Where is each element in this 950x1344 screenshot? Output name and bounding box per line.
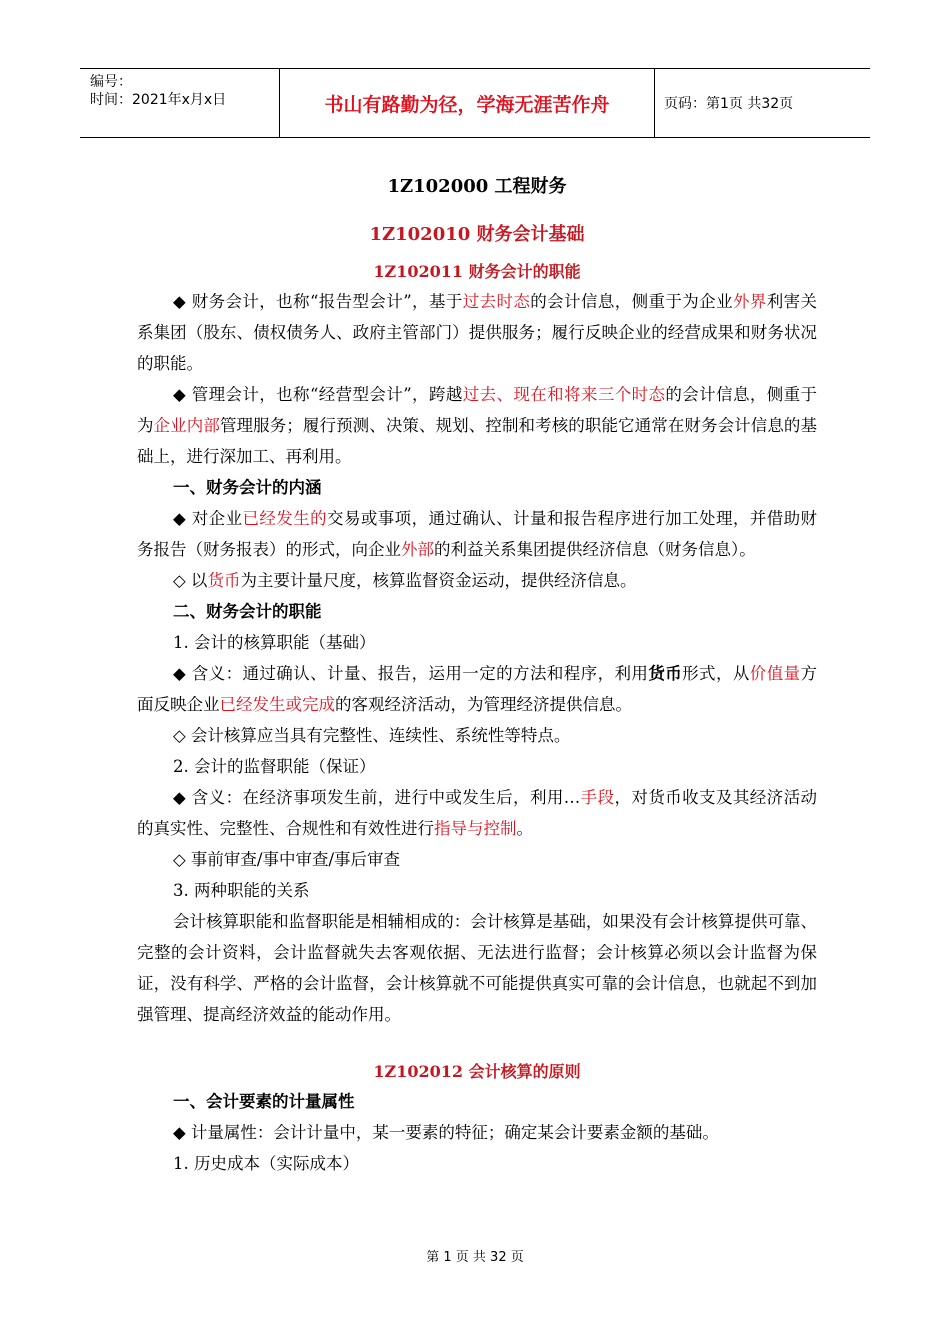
- paragraph-connotation: ◆ 对企业已经发生的交易或事项，通过确认、计量和报告程序进行加工处理，并借助财务报告（财务报表）的形式，向企业外部的利益关系集团提供经济信息（财务信息）。: [137, 509, 818, 559]
- page-footer: 第 1 页 共 32 页: [426, 1250, 524, 1265]
- document-title: 1Z102000 工程财务: [387, 176, 567, 197]
- heading-connotation: 一、财务会计的内涵: [173, 478, 322, 497]
- paragraph-accounting-features: ◇ 会计核算应当具有完整性、连续性、系统性等特点。: [173, 726, 571, 745]
- paragraph-financial-accounting: ◆ 财务会计，也称“报告型会计”，基于过去时态的会计信息，侧重于为企业外界利害关系集团（股东、债权债务人、政府主管部门）提供服务；履行反映企业的经营成果和财务状况的职能。: [137, 292, 818, 373]
- paragraph-accounting-meaning: ◆ 含义：通过确认、计量、报告，运用一定的方法和程序，利用货币形式，从价值量方面反映企业已经发生或完成的客观经济活动，为管理经济提供信息。: [137, 664, 818, 714]
- list-item-historical-cost: 1. 历史成本（实际成本）: [173, 1154, 359, 1173]
- date-label: 时间：2021年x月x日: [90, 92, 227, 108]
- paragraph-relationship: 会计核算职能和监督职能是相辅相成的：会计核算是基础，如果没有会计核算提供可靠、完整的会计资料，会计监督就失去客观依据、无法进行监督；会计核算必须以会计监督为保证，没有科学、严格的会计监督，会计核算就不可能提供真实可靠的会计信息，也就起不到加强管理、提高经济效益的能动作用。: [137, 912, 817, 1024]
- document-body: [137, 172, 817, 1179]
- list-item-supervision-function: 2. 会计的监督职能（保证）: [173, 757, 376, 776]
- paragraph-currency: ◇ 以货币为主要计量尺度，核算监督资金运动，提供经济信息。: [173, 571, 637, 590]
- list-item-accounting-function: 1. 会计的核算职能（基础）: [173, 633, 376, 652]
- paragraph-supervision-meaning: ◆ 含义：在经济事项发生前，进行中或发生后，利用…手段，对货币收支及其经济活动的真实性、完整性、合规性和有效性进行指导与控制。: [137, 788, 818, 838]
- chapter-title: 1Z102010 财务会计基础: [369, 224, 585, 245]
- section-title-principles: 1Z102012 会计核算的原则: [373, 1062, 581, 1081]
- heading-measurement: 一、会计要素的计量属性: [173, 1092, 355, 1111]
- paragraph-management-accounting: ◆ 管理会计，也称“经营型会计”，跨越过去、现在和将来三个时态的会计信息，侧重于为企业内部管理服务；履行预测、决策、规划、控制和考核的职能它通常在财务会计信息的基础上，进行深加工、再利用。: [137, 385, 818, 466]
- paragraph-audit-stages: ◇ 事前审查/事中审查/事后审查: [173, 850, 401, 869]
- heading-functions: 二、财务会计的职能: [173, 602, 322, 621]
- header-meta: [80, 69, 280, 137]
- list-item-relationship: 3. 两种职能的关系: [173, 881, 310, 900]
- paragraph-measurement: ◆ 计量属性：会计计量中，某一要素的特征；确定某会计要素金额的基础。: [173, 1123, 719, 1142]
- section-title: 1Z102011 财务会计的职能: [373, 262, 581, 281]
- page-header: [80, 68, 870, 138]
- header-page-info: 页码：第1页 共32页: [664, 96, 794, 112]
- number-label: 编号：: [90, 74, 132, 90]
- header-motto: 书山有路勤为径，学海无涯苦作舟: [280, 69, 655, 137]
